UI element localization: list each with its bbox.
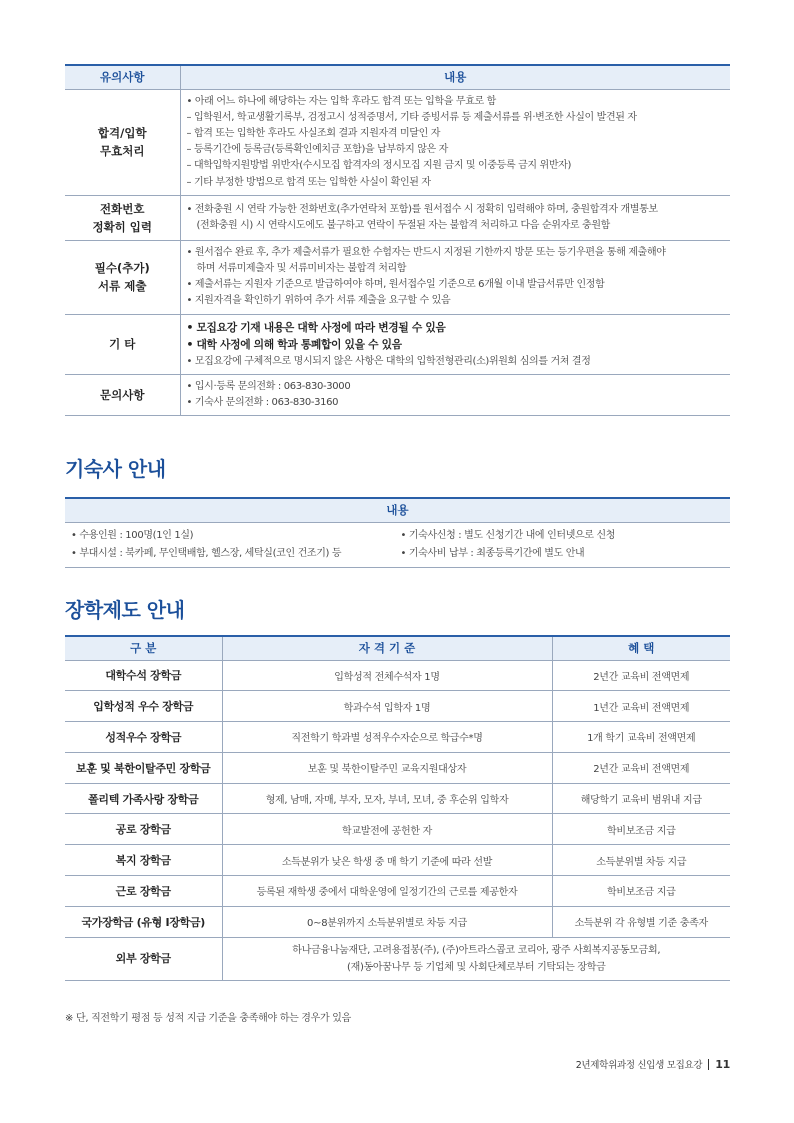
scholarship-criteria <box>222 660 552 691</box>
scholarship-criteria <box>222 814 552 845</box>
footer-separator <box>708 1059 709 1070</box>
scholarship-criteria-line: 소득분위가 낮은 학생 중 매 학기 기준에 따라 선발 <box>281 856 493 868</box>
notes-label-line: 전화번호 <box>100 201 145 216</box>
scholarship-row <box>65 752 730 783</box>
notes-row-content <box>180 89 730 195</box>
scholarship-criteria <box>222 845 552 876</box>
notes-content-line: • 대학 사정에 의해 학과 통폐합이 있을 수 있음 <box>186 338 402 352</box>
dorm-left-column <box>71 527 401 563</box>
sch-header-benefit: 혜 택 <box>552 636 730 660</box>
notes-label-line: 필수(추가) <box>94 261 150 276</box>
notes-content-line: • 모집요강 기재 내용은 대학 사정에 따라 변경될 수 있음 <box>186 320 446 334</box>
scholarship-name: 외부 장학금 <box>65 937 222 980</box>
dorm-right-column <box>401 527 731 563</box>
notes-row-content <box>180 240 730 314</box>
notes-row <box>65 240 730 314</box>
scholarship-benefit: 1년간 교육비 전액면제 <box>552 691 730 722</box>
notes-content-line: • 원서접수 완료 후, 추가 제출서류가 필요한 수험자는 반드시 지정된 기한까지 방문 또는 등기우편을 통해 제출해야 <box>186 246 666 258</box>
sch-header-criteria: 자 격 기 준 <box>222 636 552 660</box>
notes-row-label <box>65 195 180 240</box>
scholarship-benefit: 2년간 교육비 전액면제 <box>552 752 730 783</box>
scholarship-name: 국가장학금 (유형 Ⅰ장학금) <box>65 906 222 937</box>
scholarship-criteria-line: 형제, 남매, 자매, 부자, 모자, 부녀, 모녀, 중 후순위 입학자 <box>265 795 509 807</box>
scholarship-criteria <box>222 691 552 722</box>
scholarship-criteria-line: 하나금융나눔재단, 고려용접봉(주), (주)아트라스콥코 코리아, 광주 사회복지공동모금회, <box>292 944 661 956</box>
notes-label-line: 무효처리 <box>100 144 145 159</box>
notes-content-line: (전화충원 시) 시 연락시도에도 불구하고 연락이 두절된 자는 불합격 처리하고 다음 순위자로 충원함 <box>196 219 610 231</box>
page-footer <box>576 1057 730 1071</box>
notes-row-label <box>65 240 180 314</box>
notes-label-line: 정확히 입력 <box>92 219 153 234</box>
scholarship-criteria-line: 0~8분위까지 소득분위별로 차등 지급 <box>307 918 467 930</box>
notes-content-line: • 기숙사 문의전화 : 063-830-3160 <box>186 396 339 408</box>
scholarship-row <box>65 845 730 876</box>
scholarship-criteria <box>222 722 552 753</box>
scholarship-criteria-line: 학교발전에 공헌한 자 <box>342 825 432 837</box>
notes-row <box>65 89 730 195</box>
sch-header-category: 구 분 <box>65 636 222 660</box>
scholarship-benefit: 해당학기 교육비 범위내 지급 <box>552 783 730 814</box>
scholarship-criteria-line: 직전학기 학과별 성적우수자순으로 학급수*명 <box>291 733 483 745</box>
notes-row <box>65 314 730 374</box>
scholarship-name: 성적우수 장학금 <box>65 722 222 753</box>
scholarship-criteria-line: (재)동아꿈나무 등 기업체 및 사회단체로부터 기탁되는 장학금 <box>347 961 606 973</box>
scholarship-table <box>65 635 730 981</box>
notes-content-line: – 기타 부정한 방법으로 합격 또는 입학한 사실이 확인된 자 <box>186 176 431 188</box>
notes-content-line: • 지원자격을 확인하기 위하여 추가 서류 제출을 요구할 수 있음 <box>186 295 451 307</box>
scholarship-row <box>65 783 730 814</box>
scholarship-name: 폴리텍 가족사랑 장학금 <box>65 783 222 814</box>
notes-content-line: – 대학입학지원방법 위반자(수시모집 합격자의 정시모집 지원 금지 및 이중등록 금지 위반자) <box>186 160 572 172</box>
scholarship-name: 공로 장학금 <box>65 814 222 845</box>
notes-row-content <box>180 195 730 240</box>
scholarship-benefit: 1개 학기 교육비 전액면제 <box>552 722 730 753</box>
dorm-header-content: 내용 <box>65 498 730 522</box>
scholarship-benefit: 학비보조금 지급 <box>552 814 730 845</box>
scholarship-name: 입학성적 우수 장학금 <box>65 691 222 722</box>
dorm-section-title: 기숙사 안내 <box>65 457 166 481</box>
notes-row <box>65 374 730 415</box>
notes-row-content <box>180 374 730 415</box>
dorm-body <box>65 523 730 568</box>
scholarship-name: 복지 장학금 <box>65 845 222 876</box>
scholarship-name: 보훈 및 북한이탈주민 장학금 <box>65 752 222 783</box>
scholarship-name: 근로 장학금 <box>65 876 222 907</box>
scholarship-row <box>65 937 730 980</box>
dorm-item: • 부대시설 : 북카페, 무인택배함, 헬스장, 세탁실(코인 건조기) 등 <box>71 547 342 559</box>
notes-content-line: • 전화충원 시 연락 가능한 전화번호(추가연락처 포함)를 원서접수 시 정확히 입력해야 하며, 충원합격자 개별통보 <box>186 203 658 215</box>
scholarship-row <box>65 876 730 907</box>
scholarship-criteria <box>222 906 552 937</box>
scholarship-name: 대학수석 장학금 <box>65 660 222 691</box>
notes-row-label <box>65 374 180 415</box>
notes-label-line: 기 타 <box>109 337 136 352</box>
notes-content-line: – 입학원서, 학교생활기록부, 검정고시 성적증명서, 기타 증빙서류 등 제출서류를 위·변조한 사실이 발견된 자 <box>186 111 637 123</box>
scholarship-row <box>65 906 730 937</box>
scholarship-footnote: ※ 단, 직전학기 평점 등 성적 지급 기준을 충족해야 하는 경우가 있음 <box>65 1013 351 1024</box>
scholarship-row <box>65 814 730 845</box>
notes-content-line: – 합격 또는 입학한 후라도 사실조회 결과 지원자격 미달인 자 <box>186 127 441 139</box>
dorm-item: • 수용인원 : 100명(1인 1실) <box>71 529 194 541</box>
notes-label-line: 합격/입학 <box>97 126 147 141</box>
scholarship-row <box>65 722 730 753</box>
notes-content-line: 하며 서류미제출자 및 서류미비자는 불합격 처리함 <box>196 262 407 274</box>
scholarship-criteria <box>222 876 552 907</box>
scholarship-criteria-line: 등록된 재학생 중에서 대학운영에 일정기간의 근로를 제공한자 <box>256 887 518 899</box>
notes-content-line: • 아래 어느 하나에 해당하는 자는 입학 후라도 합격 또는 입학을 무효로 함 <box>186 95 496 107</box>
scholarship-criteria <box>222 937 730 980</box>
notes-label-line: 서류 제출 <box>98 279 147 294</box>
dorm-item: • 기숙사신청 : 별도 신청기간 내에 인터넷으로 신청 <box>400 529 616 541</box>
scholarship-criteria-line: 보훈 및 북한이탈주민 교육지원대상자 <box>307 764 467 776</box>
notes-label-line: 문의사항 <box>100 387 145 402</box>
notes-content-line: – 등록기간에 등록금(등록확인예치금 포함)을 납부하지 않은 자 <box>186 144 448 156</box>
page-content <box>65 64 730 1024</box>
scholarship-row <box>65 660 730 691</box>
notes-row-content <box>180 314 730 374</box>
scholarship-section-title: 장학제도 안내 <box>65 598 185 622</box>
notes-content-line: • 제출서류는 지원자 기준으로 발급하여야 하며, 원서접수일 기준으로 6개월 이내 발급서류만 인정함 <box>186 279 605 291</box>
scholarship-row <box>65 691 730 722</box>
notes-row-label <box>65 89 180 195</box>
footer-title: 2년제학위과정 신입생 모집요강 <box>575 1060 703 1071</box>
dorm-table <box>65 497 730 568</box>
scholarship-criteria-line: 입학성적 전체수석자 1명 <box>334 671 440 683</box>
scholarship-benefit: 소득분위 각 유형별 기준 충족자 <box>552 906 730 937</box>
notes-header-category: 유의사항 <box>65 65 180 89</box>
notes-row <box>65 195 730 240</box>
scholarship-benefit: 2년간 교육비 전액면제 <box>552 660 730 691</box>
notes-content-line: • 모집요강에 구체적으로 명시되지 않은 사항은 대학의 입학전형관리(소)위원회 심의를 거쳐 결정 <box>186 355 591 367</box>
notes-table <box>65 64 730 416</box>
scholarship-criteria <box>222 783 552 814</box>
scholarship-criteria-line: 학과수석 입학자 1명 <box>343 702 431 714</box>
notes-header-content: 내용 <box>180 65 730 89</box>
scholarship-benefit: 학비보조금 지급 <box>552 876 730 907</box>
dorm-item: • 기숙사비 납부 : 최종등록기간에 별도 안내 <box>400 547 585 559</box>
notes-row-label <box>65 314 180 374</box>
notes-content-line: • 입시·등록 문의전화 : 063-830-3000 <box>186 380 351 392</box>
scholarship-benefit: 소득분위별 차등 지급 <box>552 845 730 876</box>
page-number: 11 <box>715 1057 730 1071</box>
scholarship-criteria <box>222 752 552 783</box>
